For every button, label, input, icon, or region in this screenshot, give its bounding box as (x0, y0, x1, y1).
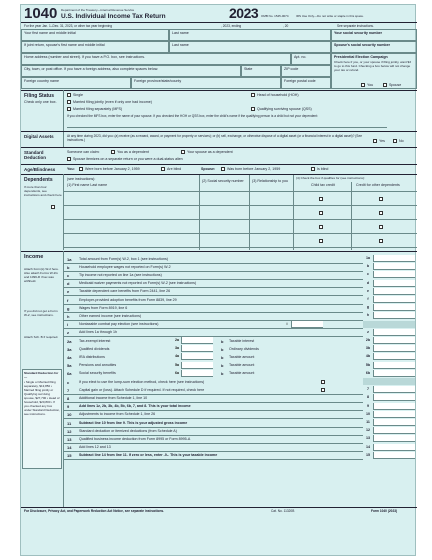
pair-0-b-text: Taxable interest (229, 338, 255, 343)
you-as-dependent-checkbox[interactable] (111, 150, 115, 154)
line-1-6-rule (63, 312, 363, 313)
line-0-num: 1a (67, 256, 72, 262)
dept-line: Department of the Treasury—Internal Revenue Service (61, 8, 135, 12)
state-label: State (244, 67, 253, 71)
form-1040-page (20, 4, 416, 556)
filing-mfs-label: Married filing separately (MFS) (73, 107, 123, 111)
line2-0-right-number: 7 (367, 387, 369, 392)
line-1-5-right-number: f (367, 297, 369, 301)
more-than-four-label: If more than four dependents, see instructions and check here (24, 185, 62, 197)
digital-assets-text: At any time during 2023, did you: (a) receive (as a reward, award, or payment for property or services); or (b) sell, exchange, or otherwise dispose of a digital asset (or a financial interest in a digital asset)? (See instructions.) (67, 134, 362, 142)
line-5-text: Employer-provided adoption benefits from Form 8839, line 29 (79, 297, 177, 302)
filing-hoh-checkbox[interactable] (251, 93, 255, 97)
line-6-num: g (67, 305, 70, 311)
dependents-instructions: (see instructions): (67, 177, 96, 181)
irs-use-only: IRS Use Only—Do not write or staple in this space. (296, 14, 364, 18)
you-blind-label: Are blind (167, 167, 182, 171)
form-footer-label: Form 1040 (2023) (371, 509, 398, 513)
spouse-born-before-checkbox[interactable] (221, 167, 225, 171)
dependents-col-name: (1) First name Last name (67, 183, 108, 187)
dependent-odc-checkbox-3[interactable] (379, 225, 383, 229)
line-1-8-rule (63, 328, 363, 329)
age-spouse-label: Spouse: (201, 167, 216, 171)
standard-deduction-title: Standard Deduction (24, 150, 46, 160)
filing-hoh-label: Head of household (HOH) (257, 93, 299, 97)
attach-sch-b-note: Attach Sch. B if required. (24, 335, 59, 339)
pair-1-a-text: Qualified dividends (79, 346, 110, 351)
line2-1-rule (63, 402, 363, 403)
line-1-0-right-number: 1a (366, 256, 370, 260)
filing-status-subtitle: Check only one box. (24, 100, 57, 104)
line2-6-text: Qualified business income deduction from Form 8995 or Form 8995-A (79, 436, 191, 441)
line-1-4-rule (63, 295, 363, 296)
form-number: 1040 (24, 5, 58, 22)
see-separate-instructions: See separate instructions. (337, 24, 374, 28)
line2-4-text: Subtract line 10 from line 9. This is your adjusted gross income (79, 420, 188, 425)
line2-7-rule (63, 451, 363, 452)
line-1-7-amount-field[interactable] (373, 312, 415, 319)
ending-year-label: , 20 (283, 24, 289, 28)
dependent-odc-checkbox-2[interactable] (379, 211, 383, 215)
line-4-text: Taxable dependent care benefits from Form 2441, line 26 (79, 289, 171, 294)
omb-number: OMB No. 1545-0074 (261, 14, 289, 18)
line2-1-num: 8 (67, 395, 70, 401)
line-1-2-rule (63, 279, 363, 280)
line2-4-rule (63, 427, 363, 428)
last-name-field[interactable] (169, 29, 331, 41)
dependent-ctc-checkbox-2[interactable] (319, 211, 323, 215)
zip-label: ZIP code (284, 67, 299, 71)
ending-label: , 2023, ending (221, 24, 242, 28)
income-title: Income (24, 254, 44, 260)
pair-4-right-number: 6b (365, 370, 371, 375)
form-title: U.S. Individual Income Tax Return (61, 13, 166, 20)
filing-mfs-checkbox[interactable] (67, 107, 71, 111)
line2-4-amount-field[interactable] (373, 419, 415, 426)
pair-4-a-text: Social security benefits (79, 371, 116, 376)
line-6c-shade (363, 378, 415, 385)
digital-assets-yes-checkbox[interactable] (373, 139, 377, 143)
spouse-born-before-label: Was born before January 2, 1959 (227, 167, 281, 171)
pair-2-a-box-num: 4a (175, 354, 179, 359)
line-8-num: i (67, 322, 69, 328)
pair-1-b-text: Ordinary dividends (229, 346, 259, 351)
line-9-num: z (67, 330, 69, 336)
dependents-title: Dependents (24, 177, 53, 183)
pair-2-a-field[interactable] (181, 353, 213, 360)
line-1-1-rule (63, 271, 363, 272)
line-1-text: Household employee wages not reported on Form(s) W-2 (79, 264, 171, 269)
line2-6-rule (63, 443, 363, 444)
line2-8-text: Subtract line 14 from line 11. If zero or less, enter -0-. This is your taxable income (79, 453, 218, 458)
you-born-before-checkbox[interactable] (79, 167, 83, 171)
line-1-9-right-number: z (367, 329, 369, 334)
spouse-as-dependent-label: Your spouse as a dependent (187, 150, 233, 154)
line-3-num: d (67, 281, 70, 287)
line2-0-num: 7 (67, 387, 70, 393)
pair-0-right-number: 2b (365, 338, 371, 342)
pair-2-amount-field[interactable] (373, 353, 415, 360)
line-4-num: e (67, 289, 70, 295)
filing-qss-label: Qualifying surviving spouse (QSS) (257, 107, 312, 111)
line2-7-right-number: 14 (366, 444, 370, 449)
line-1-7-right-number: h (366, 313, 370, 318)
spouse-blind-label: Is blind (317, 167, 329, 171)
last-name-label: Last name (172, 31, 189, 35)
line-1-num: b (67, 264, 70, 270)
line-1-8-mid-number: i (286, 321, 288, 326)
line-1-1-right-number: b (366, 264, 370, 269)
campaign-spouse-label: Spouse (389, 83, 402, 87)
pair-0-a-num: 2a (67, 338, 72, 344)
line2-0-text: Capital gain or (loss). Attach Schedule D if required. If not required, check here (79, 387, 205, 392)
line-1-2-amount-field[interactable] (373, 271, 415, 278)
line2-2-text: Add lines 1z, 2b, 3b, 4b, 5b, 6b, 7, and 8. This is your total income (79, 404, 191, 409)
pair-3-amount-field[interactable] (373, 362, 415, 369)
presidential-campaign-title: Presidential Election Campaign (334, 55, 388, 59)
line2-0-rule (63, 394, 363, 395)
no-w2-note: If you did not get a Form W-2, see instructions. (24, 309, 58, 317)
line-1-3-amount-field[interactable] (373, 280, 415, 287)
you-blind-checkbox[interactable] (161, 167, 165, 171)
line-1-0-rule (63, 263, 363, 264)
line-7-num: h (67, 313, 70, 319)
city-label: City, town, or post office. If you have a foreign address, also complete spaces below. (24, 67, 159, 71)
line-1-1-amount-field[interactable] (373, 263, 415, 270)
first-name-label: Your first name and middle initial (24, 31, 76, 35)
campaign-spouse-checkbox[interactable] (383, 83, 387, 87)
dependent-row-1[interactable] (63, 205, 417, 206)
line-1-3-rule (63, 287, 363, 288)
line-1-6-right-number: g (366, 305, 370, 310)
line2-3-right-number: 10 (366, 411, 370, 416)
line2-8-amount-field[interactable] (373, 452, 415, 459)
line2-5-num: 12 (67, 428, 72, 434)
line2-3-rule (63, 418, 363, 419)
pair-1-a-num: 3a (67, 346, 72, 352)
line2-6-amount-field[interactable] (373, 435, 415, 442)
cat-number: Cat. No. 11320B (271, 509, 295, 513)
pair-4-b-num: b (221, 371, 224, 377)
pair-0-a-text: Tax-exempt interest (79, 338, 111, 343)
line-0-text: Total amount from Form(s) W-2, box 1 (see instructions) (79, 256, 169, 261)
spouse-itemizes-label: Spouse itemizes on a separate return or you were a dual-status alien (73, 157, 183, 161)
line2-5-rule (63, 435, 363, 436)
pair-3-b-text: Taxable amount (229, 363, 255, 368)
dependent-ctc-checkbox-1[interactable] (319, 197, 323, 201)
std-deduction-sidebar-text: • Single or Married filing separately, $13,850 • Married filing jointly or Qualifying surviving spouse, $27,700 • Head of household, $20,800 • If you checked any box under Standard Deduction, see instructions. (24, 380, 60, 416)
pair-3-b-num: b (221, 363, 224, 369)
foreign-province-label: Foreign province/state/county (134, 79, 182, 83)
dependent-row-2[interactable] (63, 219, 417, 220)
apt-no-label: Apt. no. (294, 55, 307, 59)
dependent-ctc-checkbox-3[interactable] (319, 225, 323, 229)
pair-1-a-field[interactable] (181, 345, 213, 352)
line2-2-right-number: 9 (367, 403, 369, 408)
line2-8-num: 15 (67, 453, 72, 459)
attach-w2-note: Attach Form(s) W-2 here. Also attach Forms W-2G and 1099-R if tax was withheld. (24, 267, 59, 283)
dependent-ctc-checkbox-4[interactable] (319, 239, 323, 243)
someone-can-claim-label: Someone can claim: (67, 150, 100, 154)
line-6c-text: If you elect to use the lump-sum election method, check here (see instructions) (79, 379, 205, 384)
presidential-campaign-text: Check here if you, or your spouse if filing jointly, want $3 to go to this fund. Checking a box below will not change your tax or refund. (334, 60, 411, 72)
pair-0-amount-field[interactable] (373, 337, 415, 344)
line-9-text: Add lines 1a through 1h (79, 330, 117, 335)
line-3-text: Medicaid waiver payments not reported on Form(s) W-2 (see instructions) (79, 281, 197, 286)
line2-1-text: Additional income from Schedule 1, line 10 (79, 395, 148, 400)
line2-8-right-number: 15 (366, 452, 370, 457)
line2-3-text: Adjustments to income from Schedule 1, line 26 (79, 412, 156, 417)
lump-sum-election-checkbox[interactable] (321, 380, 325, 384)
line2-1-amount-field[interactable] (373, 394, 415, 401)
line2-4-right-number: 11 (366, 420, 370, 424)
pair-3-right-number: 5b (365, 362, 371, 367)
pair-4-b-text: Taxable amount (229, 371, 255, 376)
pair-0-a-box-num: 2a (175, 338, 179, 342)
line2-5-amount-field[interactable] (373, 427, 415, 434)
line2-6-right-number: 13 (366, 436, 370, 441)
line-1-5-amount-field[interactable] (373, 296, 415, 303)
line-6c-num: c (67, 379, 70, 385)
line-1-3-right-number: d (366, 280, 370, 285)
dependents-col-relationship: (3) Relationship to you (252, 179, 288, 183)
dependents-col-ctc: Child tax credit (311, 183, 335, 187)
line2-2-num: 9 (67, 404, 70, 410)
digital-assets-title: Digital Assets (24, 134, 54, 139)
line-1-4-amount-field[interactable] (373, 288, 415, 295)
spouse-ssn-label: Spouse's social security number (334, 43, 390, 47)
pair-3-a-field[interactable] (181, 362, 213, 369)
pair-1-right-number: 3b (365, 346, 371, 351)
line2-4-num: 11 (67, 420, 72, 426)
foreign-country-label: Foreign country name (24, 79, 59, 83)
line-1-9-rule (63, 336, 363, 337)
line-1-5-rule (63, 304, 363, 305)
line2-3-num: 10 (67, 412, 72, 418)
pair-3-a-text: Pensions and annuities (79, 363, 117, 368)
line-1-6-amount-field[interactable] (373, 304, 415, 311)
dependents-col-odc: Credit for other dependents (356, 183, 400, 187)
filing-status-name-line[interactable] (67, 127, 387, 128)
dependent-odc-checkbox-4[interactable] (379, 239, 383, 243)
filing-status-note: If you checked the MFS box, enter the name of your spouse. If you checked the HOH or QSS box, enter the child's name if the qualifying person is a child but not your dependent: (67, 114, 318, 118)
line2-5-right-number: 12 (366, 428, 370, 433)
pair-4-a-num: 6a (67, 371, 72, 377)
spouse-last-name-label: Last name (172, 43, 189, 47)
age-blindness-title: Age/Blindness (24, 167, 56, 172)
foreign-postal-label: Foreign postal code (284, 79, 316, 83)
pair-2-right-number: 4b (365, 354, 371, 359)
dependent-row-4[interactable] (63, 247, 417, 248)
pair-3-a-num: 5a (67, 363, 72, 369)
you-as-dependent-label: You as a dependent (117, 150, 149, 154)
line-1-8-mid-field[interactable] (291, 321, 323, 328)
line2-5-text: Standard deduction or itemized deductions (from Schedule A) (79, 428, 177, 433)
filing-mfj-label: Married filing jointly (even if only one had income) (73, 100, 152, 104)
ssn-label: Your social security number (334, 31, 383, 35)
pair-0-b-num: b (221, 338, 224, 344)
spouse-last-name-field[interactable] (169, 41, 331, 53)
spouse-blind-checkbox[interactable] (311, 167, 315, 171)
spouse-first-name-label: If joint return, spouse's first name and middle initial (24, 43, 105, 47)
spouse-as-dependent-checkbox[interactable] (181, 150, 185, 154)
line-5-num: f (67, 297, 69, 303)
privacy-notice: For Disclosure, Privacy Act, and Paperwork Reduction Act Notice, see separate instructions. (24, 509, 165, 513)
line2-7-text: Add lines 12 and 13 (79, 445, 111, 450)
line2-8-rule (63, 459, 363, 460)
dependents-col-ssn: (2) Social security number (202, 179, 244, 183)
pair-2-a-text: IRA distributions (79, 354, 105, 359)
line-2-num: c (67, 272, 70, 278)
line-1-8-shade (363, 321, 415, 328)
tax-year-line: For the year Jan. 1–Dec. 31, 2023, or other tax year beginning (24, 24, 113, 28)
pair-2-b-num: b (221, 354, 224, 360)
spouse-itemizes-checkbox[interactable] (67, 157, 71, 161)
age-you-label: You: (67, 167, 75, 171)
you-born-before-label: Were born before January 2, 1959 (85, 167, 140, 171)
line2-7-amount-field[interactable] (373, 444, 415, 451)
tax-year: 2023 (229, 5, 259, 21)
filing-mfj-checkbox[interactable] (67, 100, 71, 104)
line-1-0-amount-field[interactable] (373, 255, 415, 262)
pair-1-amount-field[interactable] (373, 345, 415, 352)
line2-0-amount-field[interactable] (373, 386, 415, 393)
line2-1-right-number: 8 (367, 395, 369, 400)
pair-3-a-box-num: 5a (175, 362, 179, 367)
campaign-you-checkbox[interactable] (361, 83, 365, 87)
line2-3-amount-field[interactable] (373, 411, 415, 418)
pair-0-a-field[interactable] (181, 337, 213, 344)
line-6-text: Wages from Form 8919, line 6 (79, 305, 128, 310)
dependents-col-credit: (4) Check the box if qualifies for (see instructions): (296, 176, 365, 180)
line-1-2-right-number: c (367, 272, 369, 277)
more-than-four-checkbox[interactable] (51, 205, 55, 209)
line-8-text: Nontaxable combat pay election (see instructions) (79, 322, 159, 327)
pair-4-a-box-num: 6a (175, 370, 179, 375)
pair-4-a-field[interactable] (181, 370, 213, 377)
line2-6-num: 13 (67, 436, 72, 442)
filing-qss-checkbox[interactable] (251, 107, 255, 111)
digital-assets-no-label: No (399, 139, 404, 143)
filing-single-checkbox[interactable] (67, 93, 71, 97)
pair-2-a-num: 4a (67, 354, 72, 360)
pair-1-a-box-num: 3a (175, 346, 179, 351)
dependent-row-3[interactable] (63, 233, 417, 234)
line-7-text: Other earned income (see instructions) (79, 313, 142, 318)
line-1-9-amount-field[interactable] (373, 329, 415, 336)
pair-2-b-text: Taxable amount (229, 354, 255, 359)
std-deduction-sidebar-title: Standard Deduction for— (24, 371, 59, 379)
line2-7-num: 14 (67, 445, 72, 451)
digital-assets-no-checkbox[interactable] (393, 139, 397, 143)
line2-2-amount-field[interactable] (373, 403, 415, 410)
pair-4-amount-field[interactable] (373, 370, 415, 377)
dependent-odc-checkbox-1[interactable] (379, 197, 383, 201)
line-2-text: Tip income not reported on line 1a (see instructions) (79, 272, 162, 277)
capital-gain-checkbox[interactable] (321, 388, 325, 392)
pair-1-b-num: b (221, 346, 224, 352)
filing-single-label: Single (73, 93, 83, 97)
filing-status-title: Filing Status (24, 93, 54, 99)
campaign-you-label: You (367, 83, 374, 87)
line-1-4-right-number: e (367, 288, 369, 293)
line2-2-rule (63, 410, 363, 411)
home-address-label: Home address (number and street). If you have a P.O. box, see instructions. (24, 55, 145, 59)
digital-assets-yes-label: Yes (379, 139, 385, 143)
